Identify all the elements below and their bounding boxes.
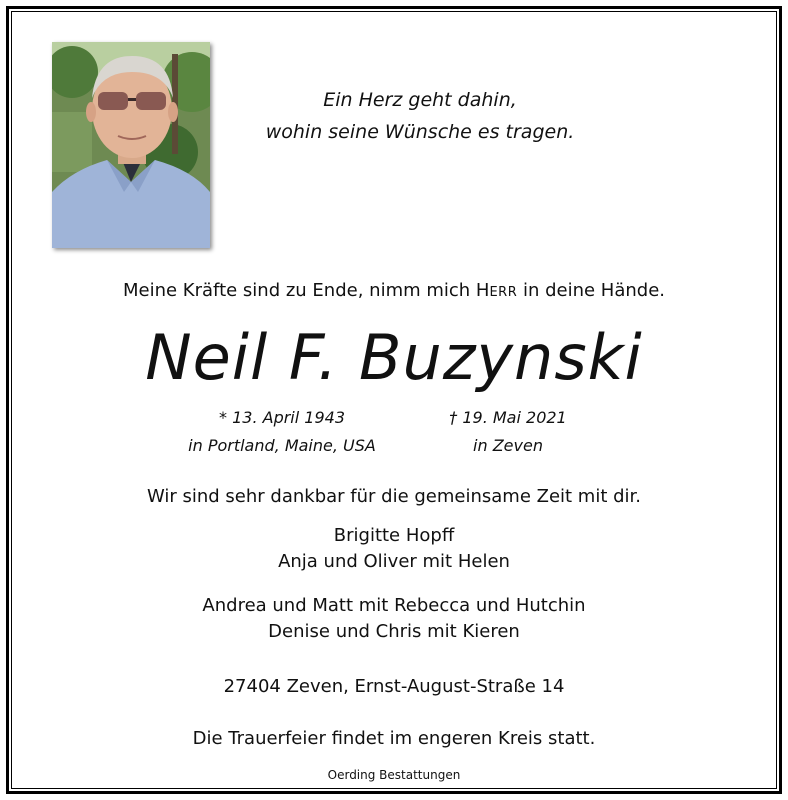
ceremony-line: Die Trauerfeier findet im engeren Kreis statt. [192,728,596,749]
quote-line-1: Ein Herz geht dahin, [323,89,517,111]
mourner-line: Brigitte Hopff [333,525,455,546]
birth-place: in Portland, Maine, USA [188,436,376,455]
birth-info [152,404,412,460]
verse-after: in deine Hände. [517,280,665,301]
verse-line [0,280,788,301]
thanks-line: Wir sind sehr dankbar für die gemeinsame Zeit mit dir. [146,486,642,507]
portrait-photo [52,42,210,248]
verse-before: Meine Kräfte sind zu Ende, nimm mich H [123,280,490,301]
death-info [378,404,638,460]
verse-herr-smallcaps: ERR [489,285,518,300]
mourner-line: Denise und Chris mit Kieren [268,621,520,642]
funeral-home: Oerding Bestattungen [327,768,461,782]
death-place: in Zeven [473,436,543,455]
quote-line-2: wohin seine Wünsche es tragen. [265,121,575,143]
mourners-group-2 [0,593,788,645]
death-date: † 19. Mai 2021 [449,408,567,427]
epitaph-quote [230,84,610,148]
address-line: 27404 Zeven, Ernst-August-Straße 14 [223,676,565,697]
mourners-group-1 [0,523,788,575]
mourner-line: Andrea und Matt mit Rebecca und Hutchin [202,595,586,616]
deceased-name: Neil F. Buzynski [145,321,643,394]
birth-date: * 13. April 1943 [219,408,345,427]
mourner-line: Anja und Oliver mit Helen [278,551,510,572]
